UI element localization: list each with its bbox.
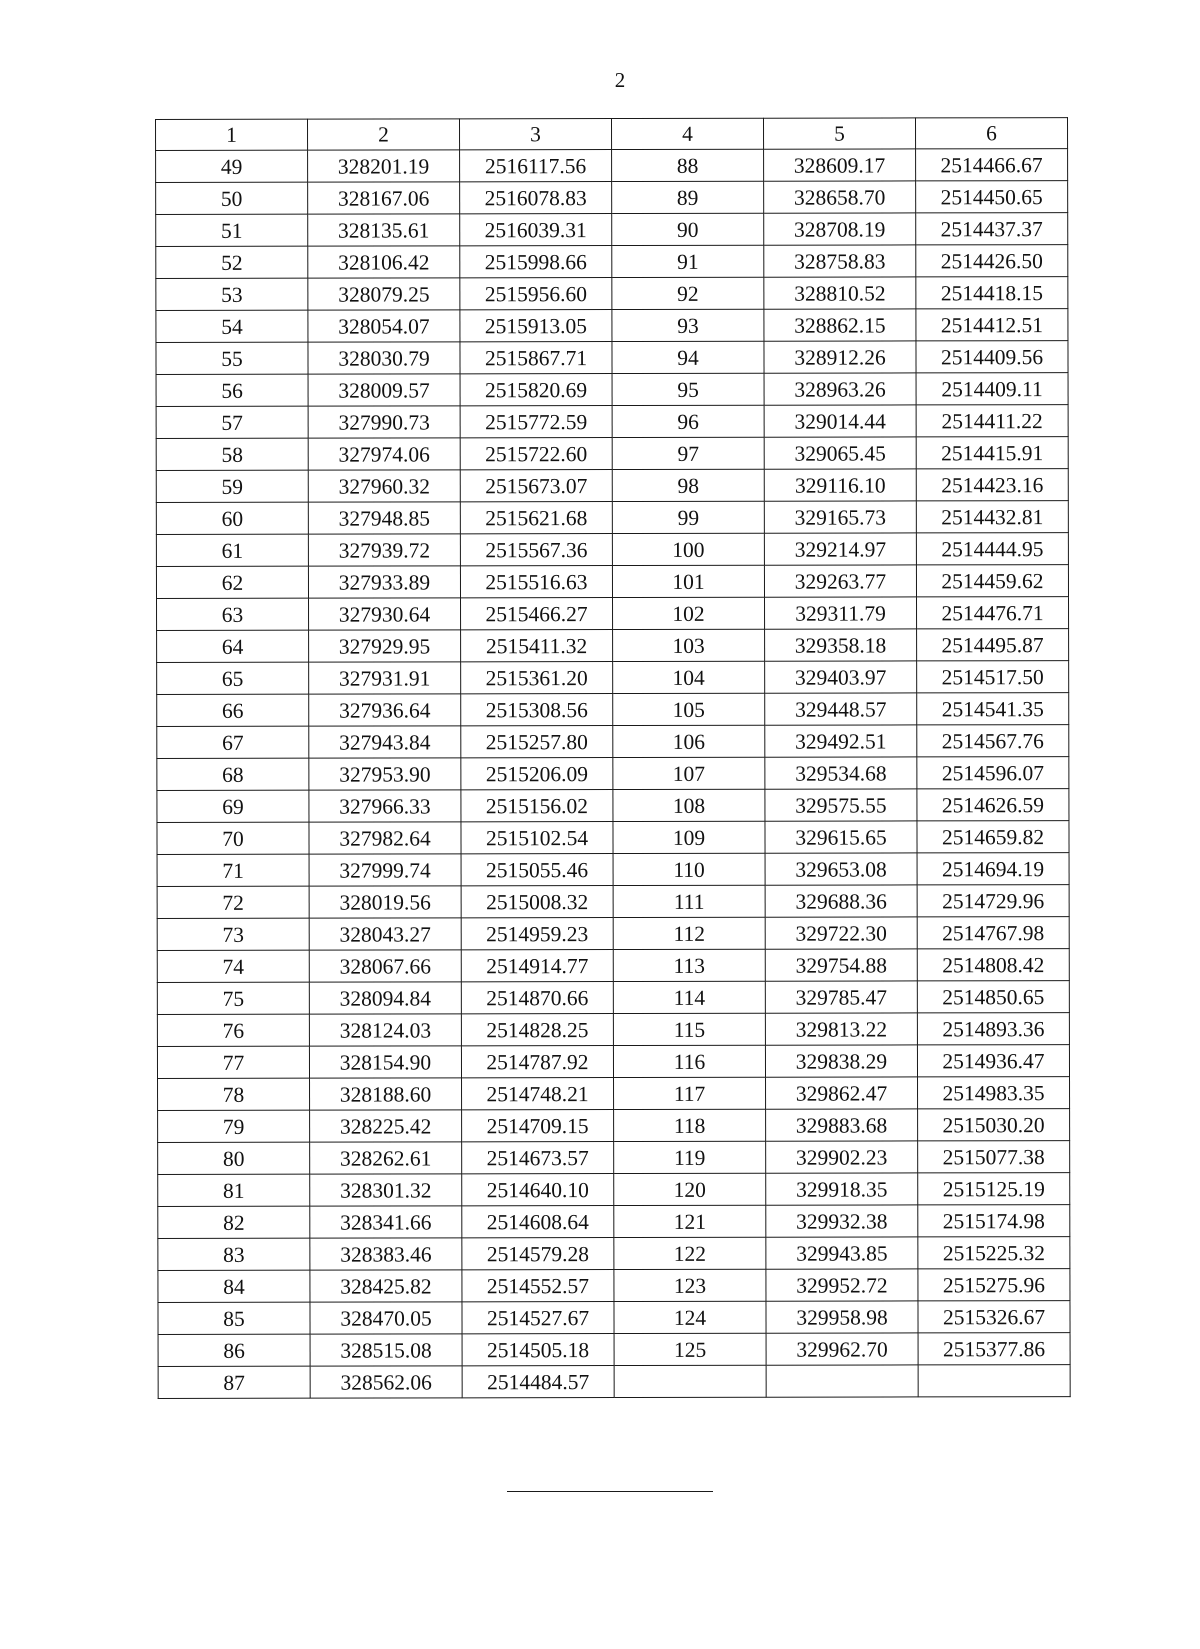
point-number-cell: 56 — [156, 374, 308, 406]
point-number-cell: 77 — [157, 1046, 309, 1078]
table-row — [156, 533, 1068, 567]
x-coordinate-cell: 327953.90 — [309, 758, 461, 790]
y-coordinate-cell: 2515998.66 — [460, 246, 612, 278]
table-row — [157, 693, 1069, 727]
x-coordinate-cell: 328135.61 — [308, 214, 460, 246]
x-coordinate-cell: 329918.35 — [766, 1173, 918, 1205]
x-coordinate-cell: 328262.61 — [310, 1142, 462, 1174]
x-coordinate-cell: 329492.51 — [765, 725, 917, 757]
table-row — [156, 405, 1068, 439]
y-coordinate-cell: 2514640.10 — [462, 1174, 614, 1206]
x-coordinate-cell: 327974.06 — [308, 438, 460, 470]
y-coordinate-cell: 2514694.19 — [917, 853, 1069, 885]
table-row — [158, 1141, 1070, 1175]
table-row — [156, 149, 1068, 183]
y-coordinate-cell: 2515030.20 — [918, 1109, 1070, 1141]
point-number-cell: 64 — [157, 630, 309, 662]
x-coordinate-cell: 329653.08 — [765, 853, 917, 885]
point-number-cell: 72 — [157, 886, 309, 918]
table-row — [158, 1333, 1070, 1367]
x-coordinate-cell: 328658.70 — [764, 181, 916, 213]
column-header: 3 — [460, 119, 612, 150]
coordinates-table — [155, 117, 1071, 1399]
y-coordinate-cell: 2515055.46 — [461, 854, 613, 886]
point-number-cell: 63 — [157, 598, 309, 630]
point-number-cell: 96 — [612, 405, 764, 437]
end-of-document-rule — [507, 1491, 713, 1492]
x-coordinate-cell: 327948.85 — [308, 502, 460, 534]
y-coordinate-cell: 2515174.98 — [918, 1205, 1070, 1237]
x-coordinate-cell: 328043.27 — [309, 918, 461, 950]
point-number-cell: 80 — [158, 1142, 310, 1174]
point-number-cell: 67 — [157, 726, 309, 758]
point-number-cell: 119 — [614, 1141, 766, 1173]
x-coordinate-cell: 329952.72 — [766, 1269, 918, 1301]
table-row — [156, 181, 1068, 215]
x-coordinate-cell: 328106.42 — [308, 246, 460, 278]
y-coordinate-cell: 2514426.50 — [916, 245, 1068, 277]
point-number-cell: 122 — [614, 1237, 766, 1269]
table-row — [156, 245, 1068, 279]
point-number-cell: 87 — [158, 1366, 310, 1398]
point-number-cell: 98 — [612, 469, 764, 501]
y-coordinate-cell: 2516039.31 — [460, 214, 612, 246]
point-number-cell: 100 — [612, 533, 764, 565]
x-coordinate-cell: 329311.79 — [765, 597, 917, 629]
point-number-cell: 53 — [156, 278, 308, 310]
table-row — [157, 949, 1069, 983]
point-number-cell: 68 — [157, 758, 309, 790]
table-row — [156, 309, 1068, 343]
column-header: 1 — [156, 119, 308, 150]
y-coordinate-cell: 2514767.98 — [917, 917, 1069, 949]
y-coordinate-cell: 2516117.56 — [460, 150, 612, 182]
point-number-cell: 69 — [157, 790, 309, 822]
point-number-cell: 101 — [612, 565, 764, 597]
point-number-cell: 105 — [613, 693, 765, 725]
y-coordinate-cell: 2515008.32 — [461, 886, 613, 918]
table-row — [156, 277, 1068, 311]
x-coordinate-cell: 329448.57 — [765, 693, 917, 725]
point-number-cell: 115 — [613, 1013, 765, 1045]
x-coordinate-cell: 327943.84 — [309, 726, 461, 758]
table-row — [157, 981, 1069, 1015]
y-coordinate-cell: 2514459.62 — [916, 565, 1068, 597]
y-coordinate-cell: 2514527.67 — [462, 1302, 614, 1334]
y-coordinate-cell: 2514893.36 — [917, 1013, 1069, 1045]
y-coordinate-cell: 2514828.25 — [461, 1014, 613, 1046]
x-coordinate-cell: 329615.65 — [765, 821, 917, 853]
table-row — [158, 1237, 1070, 1271]
point-number-cell: 113 — [613, 949, 765, 981]
y-coordinate-cell: 2515956.60 — [460, 278, 612, 310]
x-coordinate-cell: 327931.91 — [309, 662, 461, 694]
y-coordinate-cell: 2514444.95 — [916, 533, 1068, 565]
y-coordinate-cell: 2514870.66 — [461, 982, 613, 1014]
point-number-cell: 59 — [156, 470, 308, 502]
x-coordinate-cell: 328708.19 — [764, 213, 916, 245]
x-coordinate-cell: 329358.18 — [765, 629, 917, 661]
x-coordinate-cell: 329958.98 — [766, 1301, 918, 1333]
table-row — [157, 885, 1069, 919]
x-coordinate-cell: 328201.19 — [308, 150, 460, 182]
point-number-cell: 52 — [156, 246, 308, 278]
x-coordinate-cell: 328067.66 — [309, 950, 461, 982]
x-coordinate-cell: 327960.32 — [308, 470, 460, 502]
y-coordinate-cell: 2514673.57 — [462, 1142, 614, 1174]
x-coordinate-cell: 327990.73 — [308, 406, 460, 438]
point-number-cell: 94 — [612, 341, 764, 373]
y-coordinate-cell: 2514412.51 — [916, 309, 1068, 341]
point-number-cell: 71 — [157, 854, 309, 886]
x-coordinate-cell: 328301.32 — [310, 1174, 462, 1206]
x-coordinate-cell: 329403.97 — [765, 661, 917, 693]
point-number-cell: 83 — [158, 1238, 310, 1270]
point-number-cell: 62 — [156, 566, 308, 598]
point-number-cell: 54 — [156, 310, 308, 342]
x-coordinate-cell: 328609.17 — [764, 149, 916, 181]
x-coordinate-cell: 328470.05 — [310, 1302, 462, 1334]
y-coordinate-cell: 2515206.09 — [461, 758, 613, 790]
point-number-cell: 125 — [614, 1333, 766, 1365]
point-number-cell: 84 — [158, 1270, 310, 1302]
column-header: 2 — [308, 119, 460, 150]
point-number-cell: 116 — [613, 1045, 765, 1077]
point-number-cell: 109 — [613, 821, 765, 853]
x-coordinate-cell: 328009.57 — [308, 374, 460, 406]
point-number-cell: 103 — [613, 629, 765, 661]
y-coordinate-cell: 2514596.07 — [917, 757, 1069, 789]
y-coordinate-cell: 2515913.05 — [460, 310, 612, 342]
point-number-cell: 75 — [157, 982, 309, 1014]
point-number-cell: 86 — [158, 1334, 310, 1366]
y-coordinate-cell: 2514437.37 — [916, 213, 1068, 245]
table-row — [156, 213, 1068, 247]
x-coordinate-cell: 329943.85 — [766, 1237, 918, 1269]
table-header-row — [156, 118, 1068, 151]
point-number-cell: 91 — [612, 245, 764, 277]
y-coordinate-cell: 2514983.35 — [918, 1077, 1070, 1109]
table-row — [156, 469, 1068, 503]
x-coordinate-cell: 329813.22 — [765, 1013, 917, 1045]
table-row — [157, 821, 1069, 855]
y-coordinate-cell: 2514450.65 — [916, 181, 1068, 213]
x-coordinate-cell: 328188.60 — [310, 1078, 462, 1110]
point-number-cell: 60 — [156, 502, 308, 534]
point-number-cell: 95 — [612, 373, 764, 405]
point-number-cell: 55 — [156, 342, 308, 374]
y-coordinate-cell: 2514541.35 — [917, 693, 1069, 725]
table-row — [157, 757, 1069, 791]
x-coordinate-cell: 329575.55 — [765, 789, 917, 821]
y-coordinate-cell: 2515257.80 — [461, 726, 613, 758]
x-coordinate-cell: 329214.97 — [764, 533, 916, 565]
point-number-cell: 73 — [157, 918, 309, 950]
y-coordinate-cell — [918, 1365, 1070, 1397]
x-coordinate-cell: 329014.44 — [764, 405, 916, 437]
y-coordinate-cell: 2514552.57 — [462, 1270, 614, 1302]
x-coordinate-cell: 328383.46 — [310, 1238, 462, 1270]
point-number-cell: 57 — [156, 406, 308, 438]
page-number: 2 — [614, 68, 626, 92]
y-coordinate-cell: 2514495.87 — [917, 629, 1069, 661]
y-coordinate-cell: 2514411.22 — [916, 405, 1068, 437]
y-coordinate-cell: 2514787.92 — [461, 1046, 613, 1078]
y-coordinate-cell: 2515466.27 — [461, 598, 613, 630]
point-number-cell: 114 — [613, 981, 765, 1013]
column-header: 4 — [612, 118, 764, 149]
y-coordinate-cell: 2514466.67 — [916, 149, 1068, 181]
y-coordinate-cell: 2515308.56 — [461, 694, 613, 726]
y-coordinate-cell: 2514432.81 — [916, 501, 1068, 533]
y-coordinate-cell: 2516078.83 — [460, 182, 612, 214]
point-number-cell: 108 — [613, 789, 765, 821]
x-coordinate-cell: 328425.82 — [310, 1270, 462, 1302]
table-row — [156, 341, 1068, 375]
table-row — [156, 565, 1068, 599]
point-number-cell: 107 — [613, 757, 765, 789]
x-coordinate-cell: 327999.74 — [309, 854, 461, 886]
y-coordinate-cell: 2515867.71 — [460, 342, 612, 374]
point-number-cell: 66 — [157, 694, 309, 726]
table-row — [157, 725, 1069, 759]
y-coordinate-cell: 2515275.96 — [918, 1269, 1070, 1301]
table-row — [156, 437, 1068, 471]
x-coordinate-cell: 328124.03 — [309, 1014, 461, 1046]
point-number-cell: 78 — [158, 1078, 310, 1110]
point-number-cell: 90 — [612, 213, 764, 245]
table-row — [156, 501, 1068, 535]
y-coordinate-cell: 2514608.64 — [462, 1206, 614, 1238]
point-number-cell: 123 — [614, 1269, 766, 1301]
x-coordinate-cell: 328167.06 — [308, 182, 460, 214]
point-number-cell: 82 — [158, 1206, 310, 1238]
point-number-cell: 85 — [158, 1302, 310, 1334]
point-number-cell: 65 — [157, 662, 309, 694]
y-coordinate-cell: 2514567.76 — [917, 725, 1069, 757]
x-coordinate-cell: 328758.83 — [764, 245, 916, 277]
point-number-cell: 81 — [158, 1174, 310, 1206]
y-coordinate-cell: 2514476.71 — [917, 597, 1069, 629]
x-coordinate-cell: 329065.45 — [764, 437, 916, 469]
x-coordinate-cell: 329116.10 — [764, 469, 916, 501]
x-coordinate-cell: 329534.68 — [765, 757, 917, 789]
x-coordinate-cell: 328963.26 — [764, 373, 916, 405]
table-row — [157, 597, 1069, 631]
point-number-cell: 76 — [157, 1014, 309, 1046]
y-coordinate-cell: 2514659.82 — [917, 821, 1069, 853]
y-coordinate-cell: 2515621.68 — [460, 502, 612, 534]
point-number-cell: 110 — [613, 853, 765, 885]
point-number-cell: 124 — [614, 1301, 766, 1333]
x-coordinate-cell: 327930.64 — [309, 598, 461, 630]
y-coordinate-cell: 2514505.18 — [462, 1334, 614, 1366]
point-number-cell: 49 — [156, 150, 308, 182]
point-number-cell: 58 — [156, 438, 308, 470]
point-number-cell: 74 — [157, 950, 309, 982]
x-coordinate-cell: 329883.68 — [766, 1109, 918, 1141]
y-coordinate-cell: 2514517.50 — [917, 661, 1069, 693]
point-number-cell: 93 — [612, 309, 764, 341]
table-row — [158, 1205, 1070, 1239]
y-coordinate-cell: 2515722.60 — [460, 438, 612, 470]
x-coordinate-cell: 328562.06 — [310, 1366, 462, 1398]
table-row — [156, 373, 1068, 407]
table-row — [157, 1013, 1069, 1047]
point-number-cell: 106 — [613, 725, 765, 757]
y-coordinate-cell: 2515125.19 — [918, 1173, 1070, 1205]
x-coordinate-cell: 328079.25 — [308, 278, 460, 310]
x-coordinate-cell: 327982.64 — [309, 822, 461, 854]
y-coordinate-cell: 2514484.57 — [462, 1366, 614, 1398]
x-coordinate-cell: 329838.29 — [765, 1045, 917, 1077]
y-coordinate-cell: 2515516.63 — [460, 566, 612, 598]
x-coordinate-cell: 327936.64 — [309, 694, 461, 726]
column-header: 5 — [763, 118, 915, 149]
x-coordinate-cell: 328515.08 — [310, 1334, 462, 1366]
point-number-cell: 118 — [614, 1109, 766, 1141]
point-number-cell: 50 — [156, 182, 308, 214]
table-row — [158, 1077, 1070, 1111]
x-coordinate-cell: 328912.26 — [764, 341, 916, 373]
point-number-cell: 79 — [158, 1110, 310, 1142]
y-coordinate-cell: 2514748.21 — [462, 1078, 614, 1110]
table-row — [158, 1301, 1070, 1335]
x-coordinate-cell: 329688.36 — [765, 885, 917, 917]
table-row — [158, 1173, 1070, 1207]
y-coordinate-cell: 2515361.20 — [461, 662, 613, 694]
x-coordinate-cell: 328019.56 — [309, 886, 461, 918]
x-coordinate-cell: 329962.70 — [766, 1333, 918, 1365]
x-coordinate-cell — [766, 1365, 918, 1397]
point-number-cell: 97 — [612, 437, 764, 469]
point-number-cell: 121 — [614, 1205, 766, 1237]
x-coordinate-cell: 328862.15 — [764, 309, 916, 341]
point-number-cell: 104 — [613, 661, 765, 693]
table-row — [157, 629, 1069, 663]
x-coordinate-cell: 327966.33 — [309, 790, 461, 822]
point-number-cell: 88 — [612, 149, 764, 181]
x-coordinate-cell: 328094.84 — [309, 982, 461, 1014]
table-row — [157, 853, 1069, 887]
x-coordinate-cell: 329932.38 — [766, 1205, 918, 1237]
y-coordinate-cell: 2515567.36 — [460, 534, 612, 566]
y-coordinate-cell: 2514729.96 — [917, 885, 1069, 917]
y-coordinate-cell: 2514936.47 — [917, 1045, 1069, 1077]
y-coordinate-cell: 2515377.86 — [918, 1333, 1070, 1365]
x-coordinate-cell: 327933.89 — [308, 566, 460, 598]
table-row — [158, 1365, 1070, 1399]
table-row — [157, 1045, 1069, 1079]
point-number-cell: 51 — [156, 214, 308, 246]
table-row — [158, 1109, 1070, 1143]
y-coordinate-cell: 2514418.15 — [916, 277, 1068, 309]
point-number-cell: 112 — [613, 917, 765, 949]
y-coordinate-cell: 2515411.32 — [461, 630, 613, 662]
y-coordinate-cell: 2515673.07 — [460, 470, 612, 502]
x-coordinate-cell: 329754.88 — [765, 949, 917, 981]
point-number-cell: 102 — [613, 597, 765, 629]
point-number-cell: 111 — [613, 885, 765, 917]
y-coordinate-cell: 2514579.28 — [462, 1238, 614, 1270]
x-coordinate-cell: 328225.42 — [310, 1110, 462, 1142]
point-number-cell: 117 — [614, 1077, 766, 1109]
x-coordinate-cell: 328341.66 — [310, 1206, 462, 1238]
x-coordinate-cell: 328154.90 — [309, 1046, 461, 1078]
point-number-cell: 120 — [614, 1173, 766, 1205]
point-number-cell — [614, 1365, 766, 1397]
y-coordinate-cell: 2514850.65 — [917, 981, 1069, 1013]
point-number-cell: 61 — [156, 534, 308, 566]
table-row — [157, 789, 1069, 823]
y-coordinate-cell: 2514709.15 — [462, 1110, 614, 1142]
y-coordinate-cell: 2514409.11 — [916, 373, 1068, 405]
x-coordinate-cell: 328810.52 — [764, 277, 916, 309]
x-coordinate-cell: 327929.95 — [309, 630, 461, 662]
table-row — [157, 661, 1069, 695]
point-number-cell: 70 — [157, 822, 309, 854]
point-number-cell: 89 — [612, 181, 764, 213]
table-row — [158, 1269, 1070, 1303]
table-body — [156, 149, 1071, 1399]
table-row — [157, 917, 1069, 951]
point-number-cell: 92 — [612, 277, 764, 309]
y-coordinate-cell: 2514409.56 — [916, 341, 1068, 373]
y-coordinate-cell: 2515156.02 — [461, 790, 613, 822]
y-coordinate-cell: 2514808.42 — [917, 949, 1069, 981]
y-coordinate-cell: 2515820.69 — [460, 374, 612, 406]
y-coordinate-cell: 2515102.54 — [461, 822, 613, 854]
y-coordinate-cell: 2514415.91 — [916, 437, 1068, 469]
y-coordinate-cell: 2514914.77 — [461, 950, 613, 982]
x-coordinate-cell: 329785.47 — [765, 981, 917, 1013]
y-coordinate-cell: 2515225.32 — [918, 1237, 1070, 1269]
x-coordinate-cell: 327939.72 — [308, 534, 460, 566]
y-coordinate-cell: 2515772.59 — [460, 406, 612, 438]
column-header: 6 — [915, 118, 1067, 149]
x-coordinate-cell: 329902.23 — [766, 1141, 918, 1173]
x-coordinate-cell: 329722.30 — [765, 917, 917, 949]
x-coordinate-cell: 328030.79 — [308, 342, 460, 374]
x-coordinate-cell: 329862.47 — [766, 1077, 918, 1109]
x-coordinate-cell: 328054.07 — [308, 310, 460, 342]
y-coordinate-cell: 2515077.38 — [918, 1141, 1070, 1173]
point-number-cell: 99 — [612, 501, 764, 533]
y-coordinate-cell: 2514423.16 — [916, 469, 1068, 501]
x-coordinate-cell: 329165.73 — [764, 501, 916, 533]
y-coordinate-cell: 2514959.23 — [461, 918, 613, 950]
x-coordinate-cell: 329263.77 — [764, 565, 916, 597]
y-coordinate-cell: 2515326.67 — [918, 1301, 1070, 1333]
y-coordinate-cell: 2514626.59 — [917, 789, 1069, 821]
